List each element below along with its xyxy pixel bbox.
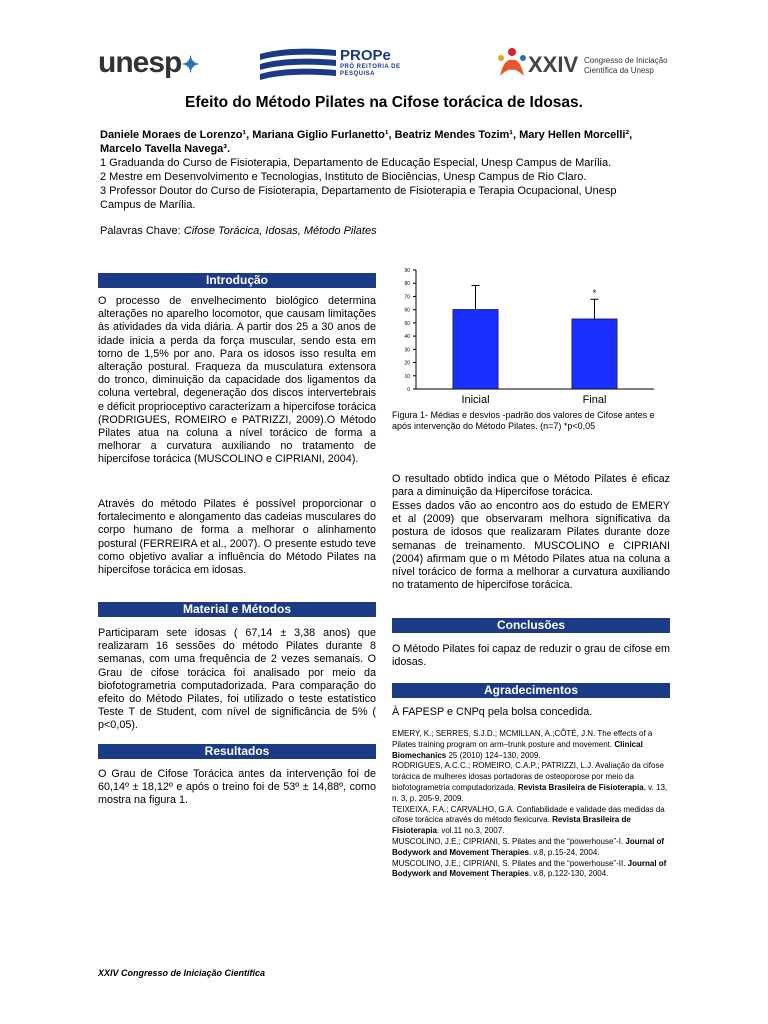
keywords-label: Palavras Chave: xyxy=(100,225,181,237)
keywords xyxy=(100,225,660,237)
discussion-paragraph-1: O resultado obtido indica que o Método Pilates é eficaz para a diminuição da Hipercifose torácica. xyxy=(392,473,670,499)
acknowledgements-paragraph: À FAPESP e CNPq pela bolsa concedida. xyxy=(392,706,593,718)
keywords-value: Cifose Torácica, Idosas, Método Pilates xyxy=(183,225,377,237)
prope-logo-subtitle: PRÓ REITORIA DE PESQUISA xyxy=(340,64,401,77)
results-paragraph: O Grau de Cifose Torácica antes da intervenção foi de 60,14º ± 18,12º e após o treino foi de 53º ± 14,88º, como mostra na figura 1. xyxy=(98,768,376,807)
y-tick-label: 60 xyxy=(404,307,410,314)
methods-paragraph: Participaram sete idosas ( 67,14 ± 3,38 anos) que realizaram 16 sessões do método Pilates durante 8 semanas, com uma frequência de 2 vezes semanais. O Grau de cifose torácica foi analisado por meio da biofotogrametria computadorizada. Para comparação do efeito do Método Pilates, foi utilizado o teste estatístico Teste T de Student, com nível de significância de 5% ( p<0,05). xyxy=(98,627,376,732)
x-tick-label: Inicial xyxy=(461,394,490,406)
reference-journal: Clinical Biomechanics xyxy=(392,739,643,760)
reference-text: TEIXEIXA, F.A.; CARVALHO, G.A. Confiabilidade e validade das medidas da cifose torácica através do método flexicurva. xyxy=(392,804,665,825)
reference-text: RODRIGUES, A.C.C.; ROMEIRO, C.A.P.; PATRIZZI, L.J. Avaliação da cifose torácica de mulheres idosas portadoras de osteoporose por meio da biofotogrametria computadorizada. xyxy=(392,761,664,792)
reference-item xyxy=(392,729,670,761)
reference-details: , v. 13, n. 3, p. 205-9, 2009. xyxy=(392,782,668,803)
section-heading-agradecimentos: Agradecimentos xyxy=(392,683,670,698)
congress-logo-number: XXIV xyxy=(528,52,579,77)
reference-item xyxy=(392,837,670,859)
section-heading-introducao: Introdução xyxy=(98,273,376,288)
reference-journal: Revista Brasileira de Fisioterapia xyxy=(392,815,631,836)
y-tick-label: 30 xyxy=(404,347,410,354)
prope-logo xyxy=(258,44,410,82)
unesp-star-icon: ✦ xyxy=(181,52,199,77)
congress-logo-caption: Congresso de Iniciação Científica da Unesp xyxy=(584,56,668,75)
reference-details: . v.8, p.15-24, 2004. xyxy=(528,847,600,857)
unesp-logo-text: unesp xyxy=(98,46,182,79)
section-heading-resultados: Resultados xyxy=(98,744,376,759)
congress-people-icon xyxy=(496,46,528,80)
reference-text: MUSCOLINO, J.E.; CIPRIANI, S. Pilates and the “powerhouse”-II. xyxy=(392,858,628,868)
footer: XXIV Congresso de Iniciação Científica xyxy=(98,968,266,978)
reference-details: 25 (2010) 124–130, 2009. xyxy=(446,750,541,760)
unesp-logo xyxy=(98,46,199,80)
reference-text: MUSCOLINO, J.E.; CIPRIANI, S. Pilates and the “powerhouse”-I. xyxy=(392,836,626,846)
reference-text: EMERY, K.; SERRES, S.J.D.; MCMILLAN, A.;CÔTÉ, J.N. The effects of a Pilates training program on arm–trunk posture and movement. xyxy=(392,729,653,749)
y-tick-label: 40 xyxy=(404,334,410,341)
affiliation-2: 2 Mestre em Desenvolvimento e Tecnologias, Instituto de Biociências, Unesp Campus de Rio Claro. xyxy=(100,171,587,183)
y-tick-label: 0 xyxy=(407,387,410,393)
reference-item xyxy=(392,805,670,837)
discussion-paragraph-2: Esses dados vão ao encontro aos do estudo de EMERY et al (2009) que observaram melhora significativa da postura de idosos que realizaram Pilates durante doze semanas de treinamento. MUSCOLINO e CIPRIANI (2004) afirmam que o m Método Pilates atua na coluna a nível torácico de forma a melhorar a curvatura auxiliando no tratamento de hipercifose torácica. xyxy=(392,500,670,592)
section-heading-metodos: Material e Métodos xyxy=(98,602,376,617)
y-tick-label: 70 xyxy=(404,294,410,301)
figure-caption: Figura 1- Médias e desvios -padrão dos valores de Cifose antes e após intervenção do Método Pilates. (n=7) *p<0,05 xyxy=(392,410,655,431)
y-tick-label: 80 xyxy=(404,281,410,288)
reference-item xyxy=(392,859,670,881)
intro-paragraph-2: Através do método Pilates é possível proporcionar o fortalecimento e alongamento das cadeias musculares do corpo humano de forma a melhorar o alinhamento postural (FERREIRA et al., 2007). O presente estudo teve como objetivo avaliar a influência do Método Pilates na hipercifose torácica em idosas. xyxy=(98,498,376,577)
prope-wave-icon xyxy=(258,44,338,82)
y-tick-label: 90 xyxy=(404,268,410,274)
congress-logo xyxy=(496,46,676,86)
intro-paragraph-1: O processo de envelhecimento biológico determina alterações no aparelho locomotor, que causam limitações às atividades da vida diária. A partir dos 25 a 30 anos de idade inicia a perda da força muscular, sendo esta em torno de 1,5% por ano. Para os idosos isso resulta em alteração postural. Fraqueza da musculatura extensora do tronco, diminuição da capacidade dos ligamentos da coluna vertebral, degeneração dos discos intervertebrais e déficit proprioceptivo caracterizam a hipercifose torácica (RODRIGUES, ROMEIRO e PATRIZZI, 2009).O Método Pilates atua na coluna a nível torácico de forma a melhorar a curvatura auxiliando no tratamento de hipercifose torácica (MUSCOLINO e CIPRIANI, 2004). xyxy=(98,295,376,466)
prope-logo-text: PROPe xyxy=(340,47,391,64)
kyphosis-bar-chart xyxy=(392,262,662,407)
affiliation-3: 3 Professor Doutor do Curso de Fisioterapia, Departamento de Fisioterapia e Terapia Ocupacional, Unesp Campus de Marília. xyxy=(100,185,617,211)
reference-journal: Revista Brasileira de Fisioterapia xyxy=(517,782,644,792)
y-tick-label: 50 xyxy=(404,320,410,327)
bar-inicial xyxy=(453,309,498,389)
affiliation-1: 1 Graduanda do Curso de Fisioterapia, Departamento de Educação Especial, Unesp Campus de Marília. xyxy=(100,157,612,169)
reference-journal: Journal of Bodywork and Movement Therapies xyxy=(392,836,665,857)
paper-title: Efeito do Método Pilates na Cifose torácica de Idosas. xyxy=(185,94,583,111)
reference-journal: Journal of Bodywork and Movement Therapies xyxy=(392,858,667,879)
reference-details: . vol.11 no.3, 2007. xyxy=(436,826,505,836)
authors: Daniele Moraes de Lorenzo¹, Mariana Giglio Furlanetto¹, Beatriz Mendes Tozim¹, Mary Hellen Morcelli², Marcelo Tavella Navega³. xyxy=(100,129,633,155)
bar-final xyxy=(572,319,617,389)
section-heading-conclusoes: Conclusões xyxy=(392,618,670,633)
reference-item xyxy=(392,761,670,804)
conclusions-paragraph: O Método Pilates foi capaz de reduzir o grau de cifose em idosas. xyxy=(392,643,670,669)
x-tick-label: Final xyxy=(582,394,607,406)
significance-marker: * xyxy=(592,288,597,299)
references-list xyxy=(392,729,670,880)
y-tick-label: 20 xyxy=(404,360,410,367)
reference-details: . v.8, p.122-130, 2004. xyxy=(528,869,609,879)
affiliations xyxy=(100,156,660,212)
y-tick-label: 10 xyxy=(404,373,410,380)
